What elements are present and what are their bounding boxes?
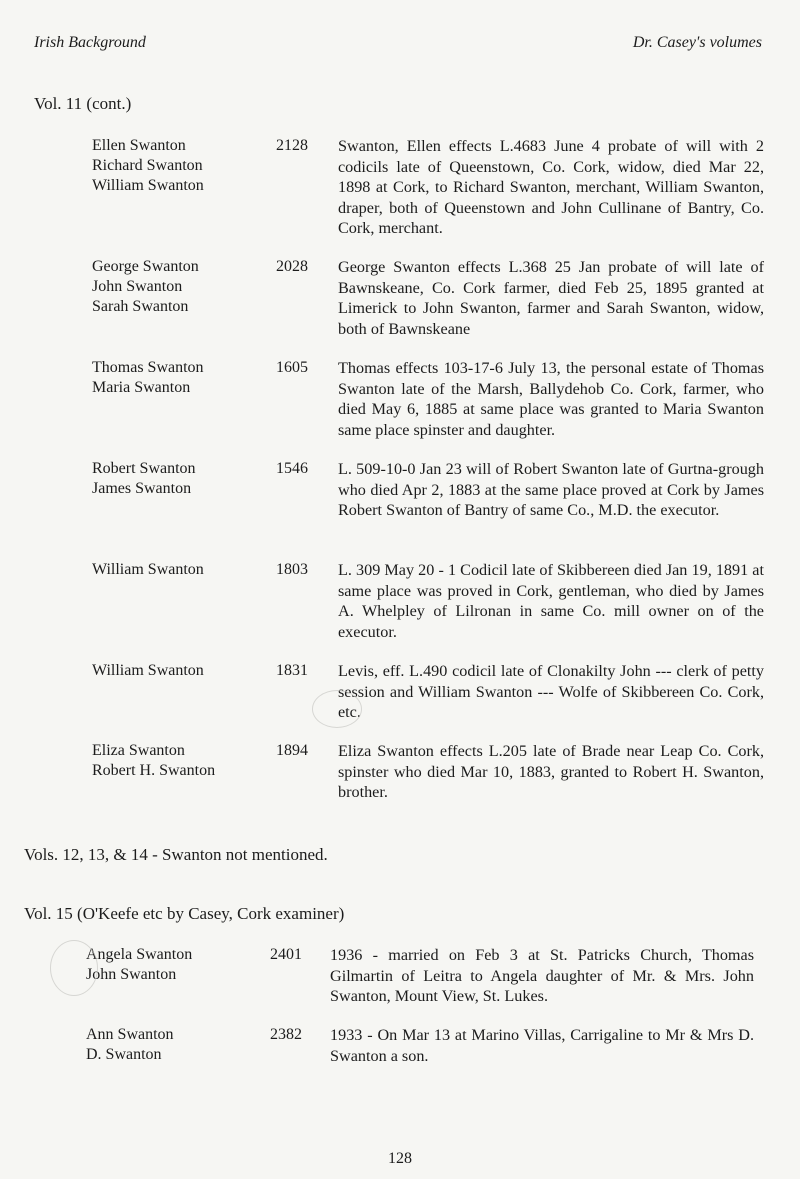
entry-name: George Swanton [92,258,199,275]
running-header-right: Dr. Casey's volumes [632,34,762,51]
entry-name: Ann Swanton [86,1026,174,1043]
entry-name: Maria Swanton [92,379,191,396]
entry-number: 1605 [276,359,308,376]
entry-names [86,945,192,985]
entry-name: Robert H. Swanton [92,762,216,779]
entry-number: 1894 [276,742,308,759]
section-title-vol11: Vol. 11 (cont.) [34,94,132,113]
entry-name: John Swanton [92,278,183,295]
entry-name: Thomas Swanton [92,359,204,376]
entry-name: D. Swanton [86,1046,162,1063]
entry-names [92,358,204,398]
running-header-left: Irish Background [34,34,146,51]
entry-number: 1546 [276,460,308,477]
entry-text: Levis, eff. L.490 codicil late of Clonakilty John --- clerk of petty session and William Swanton --- Wolfe of Skibbereen Co. Cork, etc. [338,662,764,721]
entry-name: William Swanton [92,177,204,194]
entry-number: 2028 [276,258,308,275]
entry-number: 2128 [276,137,308,154]
section-note-vols-12-14: Vols. 12, 13, & 14 - Swanton not mentioned. [24,845,328,864]
page-number: 128 [388,1150,412,1167]
section-title-vol15: Vol. 15 (O'Keefe etc by Casey, Cork examiner) [24,904,345,923]
entry-names [92,257,199,317]
entry-names [92,741,215,781]
entry-text: L. 309 May 20 - 1 Codicil late of Skibbereen died Jan 19, 1891 at same place was proved in Cork, gentleman, who died by James A. Whelpley of Lilronan in same Co. mill owner on of the executor. [338,561,764,641]
entry-name: Robert Swanton [92,460,196,477]
entry-name: William Swanton [92,662,204,679]
entry-text: George Swanton effects L.368 25 Jan probate of will late of Bawnskeane, Co. Cork farmer, died Feb 25, 1895 granted at Limerick to John Swanton, farmer and Sarah Swanton, widow, both of Bawnskeane [338,258,764,338]
entry-names [92,459,196,499]
entry-name: James Swanton [92,480,192,497]
entry-name: Ellen Swanton [92,137,186,154]
entry-name: Angela Swanton [86,946,193,963]
entry-text: 1936 - married on Feb 3 at St. Patricks Church, Thomas Gilmartin of Leitra to Angela daughter of Mr. & Mrs. John Swanton, Mount View, St. Lukes. [330,946,754,1005]
entry-text: Thomas effects 103-17-6 July 13, the personal estate of Thomas Swanton late of the Marsh, Ballydehob Co. Cork, farmer, who died May 6, 1885 at same place was granted to Maria Swanton same place spinster and daughter. [338,359,764,439]
entry-number: 2401 [270,946,302,963]
paper-smudge [50,940,98,996]
entry-names [92,560,204,580]
entry-text: Eliza Swanton effects L.205 late of Brade near Leap Co. Cork, spinster who died Mar 10, 1883, granted to Robert H. Swanton, brother. [338,742,764,801]
entry-number: 2382 [270,1026,302,1043]
entry-names [92,661,204,681]
entry-name: William Swanton [92,561,204,578]
entry-name: John Swanton [86,966,177,983]
entry-text: 1933 - On Mar 13 at Marino Villas, Carrigaline to Mr & Mrs D. Swanton a son. [330,1026,754,1065]
entry-names [92,136,204,196]
entry-name: Sarah Swanton [92,298,189,315]
entry-number: 1803 [276,561,308,578]
entry-text: L. 509-10-0 Jan 23 will of Robert Swanton late of Gurtna-grough who died Apr 2, 1883 at the same place proved at Cork by James Robert Swanton of Bantry of same Co., M.D. the executor. [338,460,764,519]
entry-text: Swanton, Ellen effects L.4683 June 4 probate of will with 2 codicils late of Queenstown, Co. Cork, widow, died Mar 22, 1898 at Cork, to Richard Swanton, merchant, William Swanton, draper, both of Queenstown and John Cullinane of Bantry, Co. Cork, merchant. [338,137,764,237]
entry-names [86,1025,174,1065]
entry-number: 1831 [276,662,308,679]
entry-name: Richard Swanton [92,157,203,174]
entry-name: Eliza Swanton [92,742,185,759]
paper-smudge [312,690,362,728]
